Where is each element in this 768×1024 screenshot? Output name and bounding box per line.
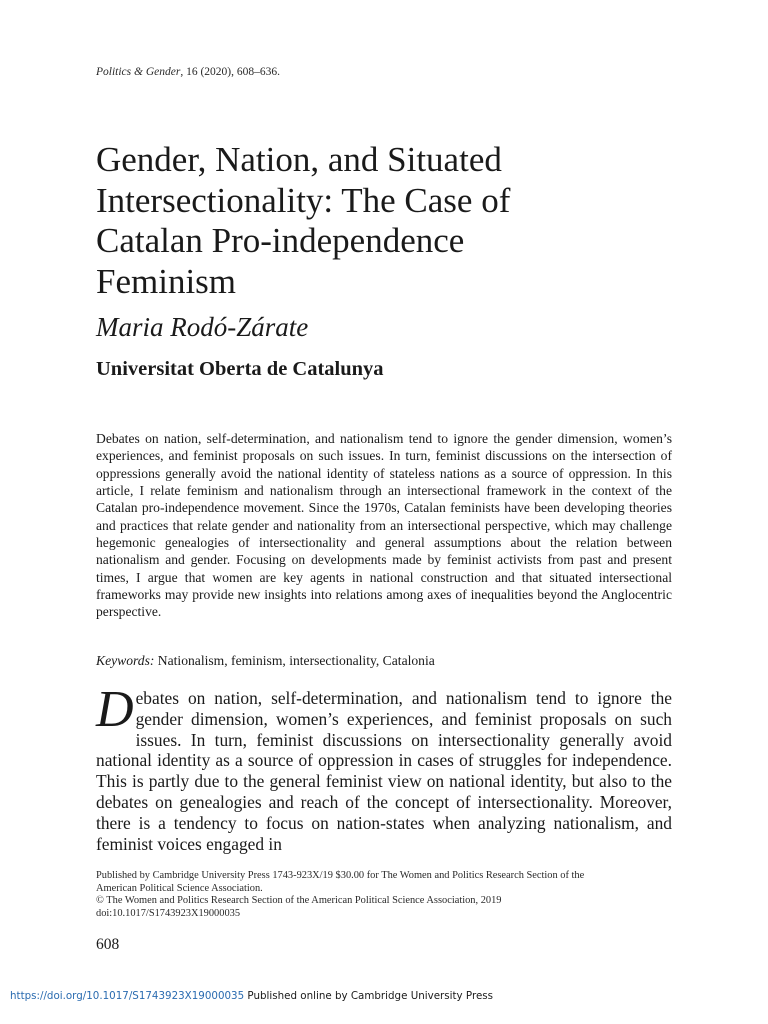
- keywords-label: Keywords:: [96, 653, 155, 668]
- abstract: Debates on nation, self-determination, and nationalism tend to ignore the gender dimension, women’s experiences, and feminist proposals on such issues. In turn, feminist discussions on the intersection of oppressions generally avoid the national identity of stateless nations as a source of oppression. In this article, I relate feminism and nationalism through an intersectional framework in the context of the Catalan pro-independence movement. Since the 1970s, Catalan feminists have been developing theories and practices that relate gender and nationality from an intersectional perspective, which may challenge hegemonic genealogies of intersectionality and general assumptions about the relation between nationalism and gender. Focusing on developments made by feminist activists from past and present times, I argue that women are key agents in national construction and that situated intersectional frameworks may provide new insights into relations among axes of inequalities beyond the Anglocentric perspective.: [96, 431, 672, 620]
- page-number: 608: [96, 936, 120, 953]
- journal-name: Politics & Gender: [96, 66, 181, 78]
- footnote-doi-line: doi:10.1017/S1743923X19000035: [96, 907, 241, 919]
- title-line-1: Gender, Nation, and Situated: [96, 140, 502, 179]
- download-footer: [10, 990, 493, 1002]
- footnote-copyright-line: © The Women and Politics Research Section of the American Political Science Association, 2019: [96, 895, 502, 907]
- article-title: [96, 140, 656, 302]
- footnote-association-line: American Political Science Association.: [96, 882, 263, 894]
- title-line-2: Intersectionality: The Case of: [96, 180, 511, 220]
- journal-citation: [96, 66, 280, 78]
- publication-footnote: [96, 870, 676, 920]
- keywords-list: Nationalism, feminism, intersectionality, Catalonia: [154, 653, 435, 668]
- doi-link[interactable]: https://doi.org/10.1017/S1743923X19000035: [10, 990, 245, 1002]
- title-line-3: Catalan Pro-independence: [96, 221, 465, 260]
- keywords: [96, 653, 435, 669]
- published-online-text: Published online by Cambridge University Press: [244, 990, 494, 1002]
- footnote-publisher-line: Published by Cambridge University Press 1743-923X/19 $30.00 for The Women and Politics Research Section of the: [96, 870, 585, 881]
- author-name: Maria Rodó-Zárate: [96, 312, 309, 342]
- body-paragraph: [96, 681, 672, 854]
- body-paragraph-text: ebates on nation, self-determination, and nationalism tend to ignore the gender dimension, women’s experiences, and feminist proposals on such issues. In turn, feminist discussions on intersectionality generally avoid national identity as a source of oppression in cases of struggles for independence. This is partly due to the general feminist view on national identity, but also to the debates on genealogies and reach of the concept of intersectionality. Moreover, there is a tendency to focus on nation-states when analyzing nationalism, and feminist voices engaged in: [96, 688, 672, 854]
- journal-volume-pages: , 16 (2020), 608–636.: [180, 66, 280, 78]
- drop-cap: D: [96, 681, 134, 738]
- title-line-4: Feminism: [96, 261, 237, 301]
- author-affiliation: Universitat Oberta de Catalunya: [96, 358, 384, 380]
